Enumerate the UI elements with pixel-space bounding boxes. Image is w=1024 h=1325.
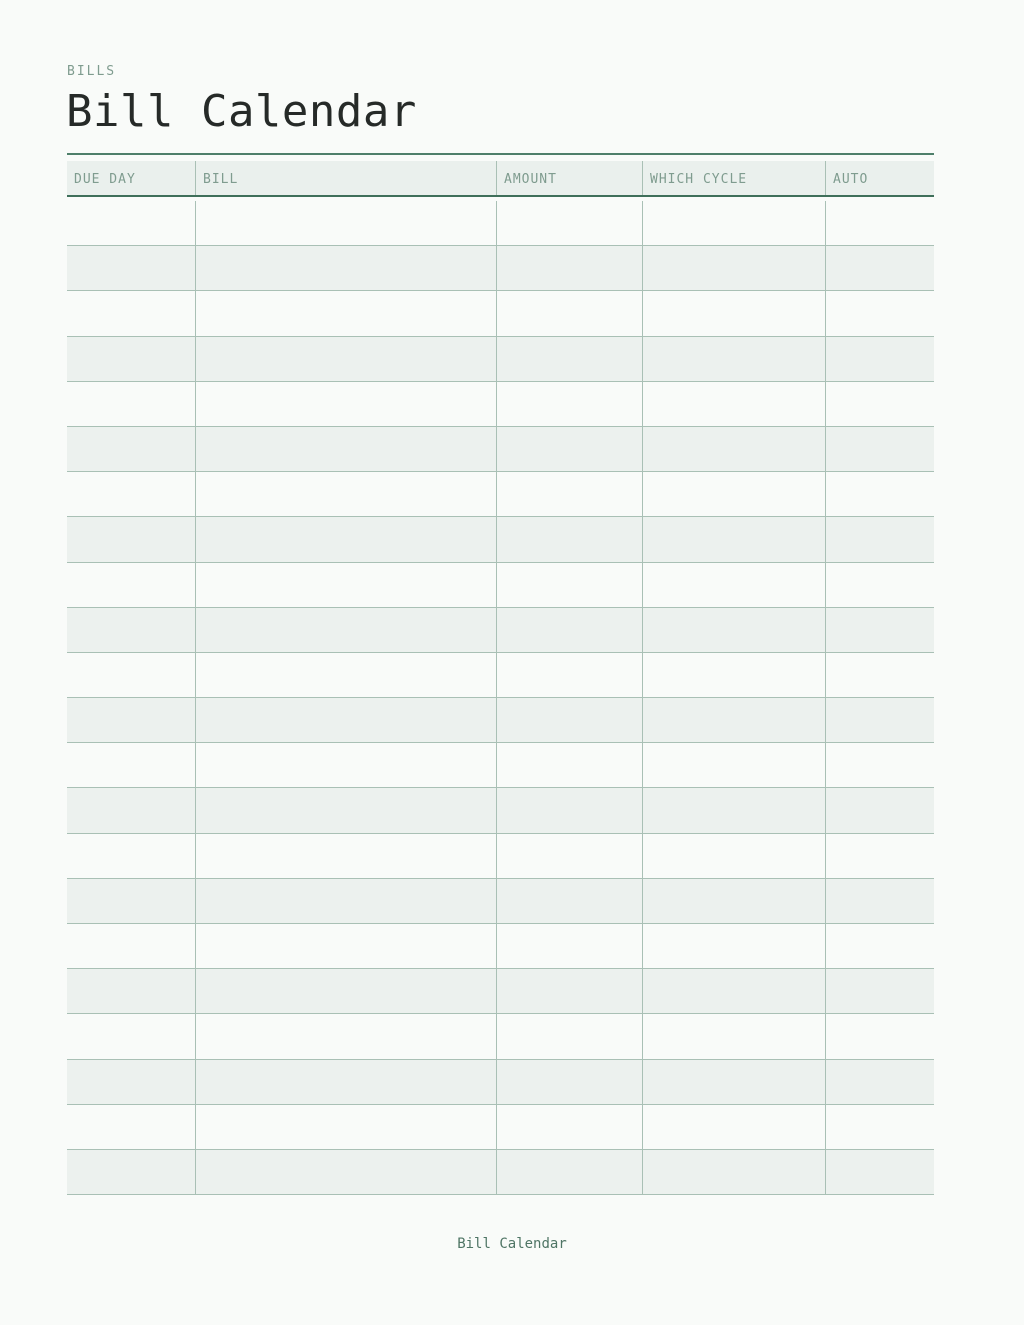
table-row [67,969,934,1014]
cell-amount[interactable] [496,653,642,697]
table-row [67,1105,934,1150]
table-row [67,834,934,879]
cell-auto[interactable] [825,698,934,742]
cell-which-cycle[interactable] [642,608,825,652]
cell-auto[interactable] [825,1014,934,1058]
cell-amount[interactable] [496,427,642,471]
bill-table [67,153,934,1195]
cell-due-day[interactable] [67,743,195,787]
cell-due-day[interactable] [67,788,195,832]
cell-bill[interactable] [195,563,496,607]
cell-amount[interactable] [496,1150,642,1194]
cell-amount[interactable] [496,563,642,607]
cell-which-cycle[interactable] [642,879,825,923]
cell-auto[interactable] [825,563,934,607]
column-header-auto: AUTO [825,161,934,195]
cell-which-cycle[interactable] [642,788,825,832]
cell-which-cycle[interactable] [642,382,825,426]
cell-bill[interactable] [195,1150,496,1194]
cell-bill[interactable] [195,1014,496,1058]
cell-amount[interactable] [496,879,642,923]
cell-auto[interactable] [825,924,934,968]
cell-auto[interactable] [825,472,934,516]
cell-amount[interactable] [496,1060,642,1104]
cell-due-day[interactable] [67,879,195,923]
cell-which-cycle[interactable] [642,201,825,245]
cell-which-cycle[interactable] [642,1150,825,1194]
cell-which-cycle[interactable] [642,563,825,607]
page-title: Bill Calendar [66,86,417,137]
column-header-amount: AMOUNT [496,161,642,195]
cell-auto[interactable] [825,337,934,381]
cell-which-cycle[interactable] [642,743,825,787]
cell-auto[interactable] [825,1060,934,1104]
cell-auto[interactable] [825,969,934,1013]
cell-bill[interactable] [195,337,496,381]
cell-due-day[interactable] [67,382,195,426]
cell-amount[interactable] [496,472,642,516]
cell-auto[interactable] [825,879,934,923]
cell-amount[interactable] [496,788,642,832]
cell-which-cycle[interactable] [642,698,825,742]
cell-due-day[interactable] [67,924,195,968]
cell-due-day[interactable] [67,201,195,245]
cell-due-day[interactable] [67,472,195,516]
cell-bill[interactable] [195,608,496,652]
cell-due-day[interactable] [67,291,195,335]
cell-which-cycle[interactable] [642,246,825,290]
cell-due-day[interactable] [67,1060,195,1104]
section-eyebrow: BILLS [67,64,117,79]
cell-auto[interactable] [825,608,934,652]
cell-amount[interactable] [496,337,642,381]
cell-bill[interactable] [195,698,496,742]
cell-bill[interactable] [195,517,496,561]
table-row [67,653,934,698]
cell-which-cycle[interactable] [642,427,825,471]
cell-due-day[interactable] [67,517,195,561]
table-row [67,924,934,969]
cell-which-cycle[interactable] [642,1105,825,1149]
cell-auto[interactable] [825,246,934,290]
cell-amount[interactable] [496,834,642,878]
cell-auto[interactable] [825,201,934,245]
cell-bill[interactable] [195,788,496,832]
table-row [67,1060,934,1105]
table-body [67,201,934,1195]
cell-which-cycle[interactable] [642,1014,825,1058]
page-footer: Bill Calendar [457,1236,567,1252]
cell-bill[interactable] [195,472,496,516]
table-top-rule [67,153,934,155]
table-row [67,517,934,562]
cell-auto[interactable] [825,291,934,335]
cell-amount[interactable] [496,382,642,426]
column-header-bill: BILL [195,161,496,195]
table-row [67,698,934,743]
cell-bill[interactable] [195,382,496,426]
cell-amount[interactable] [496,291,642,335]
cell-which-cycle[interactable] [642,653,825,697]
cell-which-cycle[interactable] [642,969,825,1013]
cell-amount[interactable] [496,1014,642,1058]
table-row [67,337,934,382]
cell-bill[interactable] [195,653,496,697]
cell-amount[interactable] [496,246,642,290]
cell-which-cycle[interactable] [642,1060,825,1104]
cell-amount[interactable] [496,743,642,787]
cell-which-cycle[interactable] [642,924,825,968]
table-row [67,1014,934,1059]
cell-bill[interactable] [195,246,496,290]
cell-auto[interactable] [825,653,934,697]
cell-amount[interactable] [496,924,642,968]
cell-auto[interactable] [825,517,934,561]
cell-amount[interactable] [496,201,642,245]
cell-due-day[interactable] [67,969,195,1013]
table-row [67,472,934,517]
cell-auto[interactable] [825,788,934,832]
cell-bill[interactable] [195,201,496,245]
table-row [67,291,934,336]
cell-due-day[interactable] [67,698,195,742]
table-row [67,608,934,653]
cell-auto[interactable] [825,1105,934,1149]
cell-bill[interactable] [195,834,496,878]
cell-bill[interactable] [195,427,496,471]
table-row [67,246,934,291]
table-row [67,879,934,924]
cell-bill[interactable] [195,743,496,787]
cell-amount[interactable] [496,969,642,1013]
cell-which-cycle[interactable] [642,337,825,381]
cell-due-day[interactable] [67,337,195,381]
cell-auto[interactable] [825,382,934,426]
table-row [67,1150,934,1195]
cell-due-day[interactable] [67,563,195,607]
cell-due-day[interactable] [67,1150,195,1194]
table-row [67,201,934,246]
cell-amount[interactable] [496,1105,642,1149]
cell-due-day[interactable] [67,608,195,652]
cell-auto[interactable] [825,743,934,787]
cell-due-day[interactable] [67,1105,195,1149]
table-header-row [67,161,934,197]
cell-bill[interactable] [195,291,496,335]
table-row [67,743,934,788]
column-header-due-day: DUE DAY [74,172,136,187]
cell-which-cycle[interactable] [642,517,825,561]
cell-amount[interactable] [496,698,642,742]
cell-which-cycle[interactable] [642,472,825,516]
cell-bill[interactable] [195,969,496,1013]
table-row [67,427,934,472]
cell-auto[interactable] [825,834,934,878]
cell-auto[interactable] [825,1150,934,1194]
cell-due-day[interactable] [67,834,195,878]
cell-which-cycle[interactable] [642,834,825,878]
cell-auto[interactable] [825,427,934,471]
table-row [67,563,934,608]
cell-due-day[interactable] [67,246,195,290]
cell-bill[interactable] [195,879,496,923]
table-row [67,382,934,427]
cell-bill[interactable] [195,924,496,968]
cell-amount[interactable] [496,608,642,652]
cell-bill[interactable] [195,1060,496,1104]
column-header-which-cycle: WHICH CYCLE [642,161,825,195]
cell-due-day[interactable] [67,653,195,697]
table-row [67,788,934,833]
cell-which-cycle[interactable] [642,291,825,335]
cell-bill[interactable] [195,1105,496,1149]
cell-amount[interactable] [496,517,642,561]
cell-due-day[interactable] [67,1014,195,1058]
cell-due-day[interactable] [67,427,195,471]
